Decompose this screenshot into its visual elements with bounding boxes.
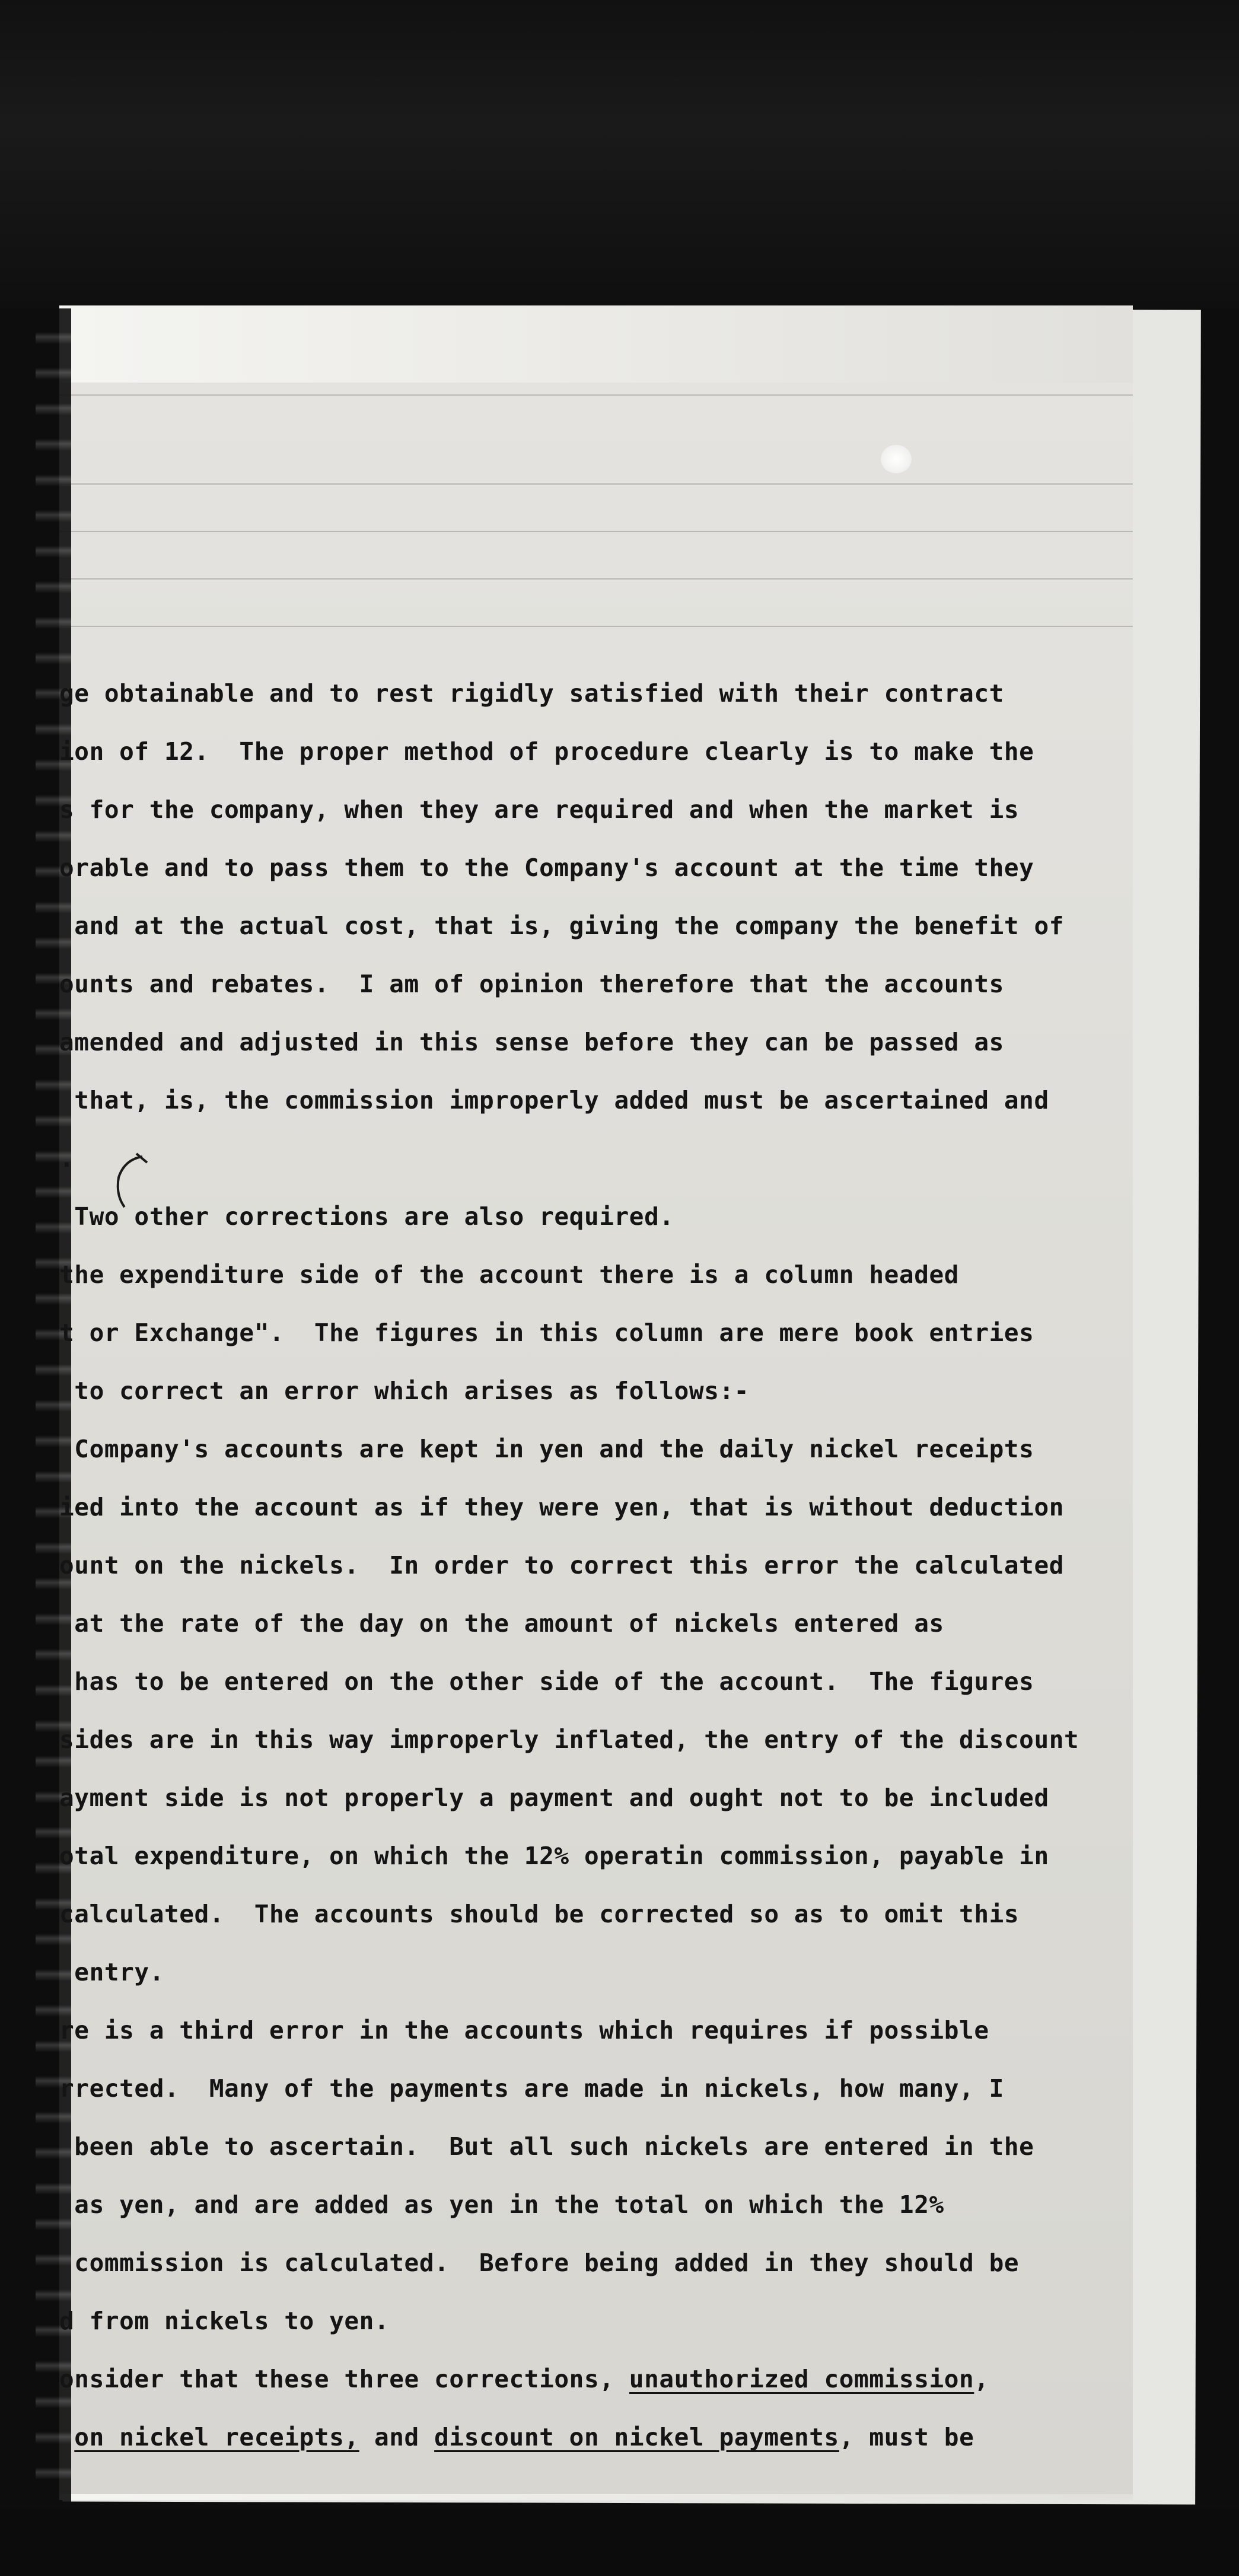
text-line: has to be entered on the other side of the account. The figures <box>59 1667 1034 1696</box>
text-line: commission is calculated. Before being added in they should be <box>59 2249 1020 2277</box>
text-line: rrected. Many of the payments are made in nickels, how many, I <box>59 2074 1004 2103</box>
ruled-line <box>59 626 1133 627</box>
text-line: . <box>59 1144 75 1173</box>
text-line: been able to ascertain. But all such nickels are entered in the <box>59 2132 1034 2161</box>
text-line: sides are in this way improperly inflated, the entry of the discount <box>59 1725 1079 1754</box>
text-line: ount on the nickels. In order to correct this error the calculated <box>59 1551 1065 1580</box>
text-line-underlined: on nickel receipts, and discount on nickel payments, must be <box>74 2423 974 2451</box>
text-line: calculated. The accounts should be corrected so as to omit this <box>59 1900 1020 1928</box>
text-line: Company's accounts are kept in yen and the daily nickel receipts <box>59 1435 1034 1463</box>
text-line: entry. <box>59 1958 164 1986</box>
ruled-line <box>59 483 1133 485</box>
text-line: d from nickels to yen. <box>59 2307 390 2335</box>
text-line: ied into the account as if they were yen, that is without deduction <box>59 1493 1065 1521</box>
underlined-phrase: unauthorized commission <box>629 2365 974 2393</box>
underlined-phrase: on nickel receipts, <box>74 2423 359 2451</box>
text-line: ounts and rebates. I am of opinion therefore that the accounts <box>59 970 1004 998</box>
typewritten-body <box>59 664 1139 2466</box>
text-line-underlined: onsider that these three corrections, unauthorized commission, <box>59 2365 989 2393</box>
text-line: ion of 12. The proper method of procedure clearly is to make the <box>59 737 1034 766</box>
text-line: the expenditure side of the account there is a column headed <box>59 1260 960 1289</box>
underlined-phrase: discount on nickel payments <box>434 2423 839 2451</box>
text-line: t or Exchange". The figures in this column are mere book entries <box>59 1319 1034 1347</box>
text-line: ge obtainable and to rest rigidly satisfied with their contract <box>59 679 1004 708</box>
ruled-line <box>59 394 1133 396</box>
ruled-line <box>59 578 1133 579</box>
text-line: re is a third error in the accounts which requires if possible <box>59 2016 989 2045</box>
film-border-top <box>0 0 1239 308</box>
handwritten-mark <box>101 1148 154 1213</box>
text-line: amended and adjusted in this sense before they can be passed as <box>59 1028 1004 1056</box>
text-line: Two other corrections are also required. <box>59 1202 674 1231</box>
text-line: as yen, and are added as yen in the total on which the 12% <box>59 2190 944 2219</box>
ruled-line <box>59 531 1133 532</box>
text-line: to correct an error which arises as follows:- <box>59 1377 750 1405</box>
text-line: otal expenditure, on which the 12% operatin commission, payable in <box>59 1842 1049 1870</box>
text-line: orable and to pass them to the Company's account at the time they <box>59 854 1034 882</box>
text-line: ayment side is not properly a payment and ought not to be included <box>59 1784 1049 1812</box>
text-line: and at the actual cost, that is, giving the company the benefit of <box>59 912 1065 940</box>
text-line: at the rate of the day on the amount of nickels entered as <box>59 1609 944 1638</box>
light-spot <box>881 445 912 473</box>
text-line: that, is, the commission improperly added must be ascertained and <box>59 1086 1049 1115</box>
text-line: s for the company, when they are required and when the market is <box>59 795 1020 824</box>
film-border-bottom <box>0 2509 1239 2576</box>
